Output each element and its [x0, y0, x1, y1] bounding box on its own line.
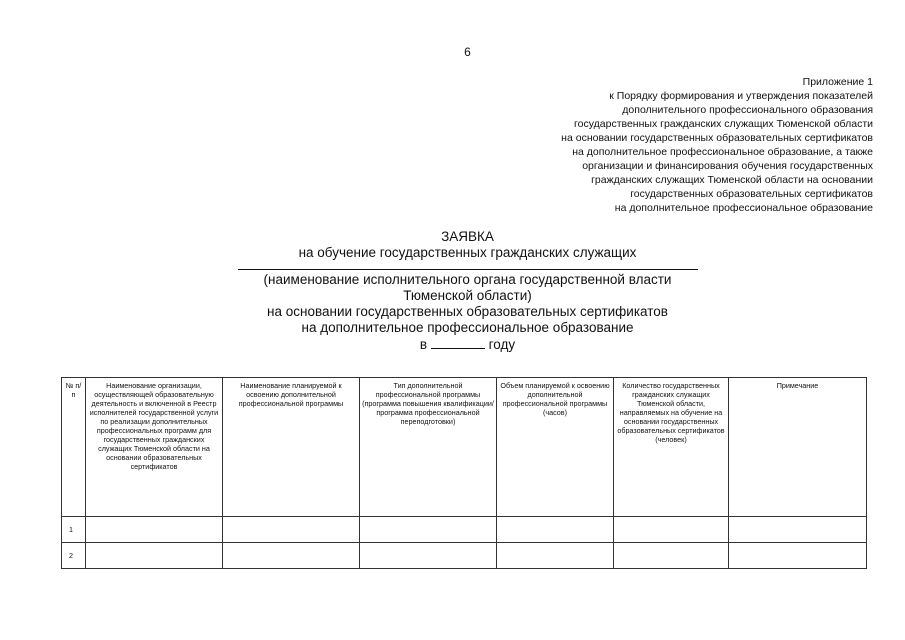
col-header-number: № п/п: [62, 378, 86, 517]
col-header-organization: Наименование организации, осуществляющей образовательную деятельность и включенной в Реестр исполнителей государственной услуги по реализации дополнительных профессиональных программ для государственных гражданских служащих Тюменской области на основании образовательных сертификатов: [86, 378, 223, 517]
table-cell[interactable]: [614, 517, 729, 543]
organ-name-caption: Тюменской области): [403, 288, 532, 303]
appendix-line: государственных гражданских служащих Тюменской области: [574, 118, 873, 130]
table-cell[interactable]: [729, 517, 867, 543]
table-cell[interactable]: [497, 517, 614, 543]
appendix-line: гражданских служащих Тюменской области на основании: [591, 174, 873, 186]
document-heading: ЗАЯВКА: [441, 229, 494, 244]
year-fill-blank[interactable]: [431, 336, 485, 349]
table-cell[interactable]: [729, 543, 867, 569]
document-subtitle: на обучение государственных гражданских служащих: [298, 245, 637, 260]
table-cell[interactable]: [360, 517, 497, 543]
year-suffix: году: [488, 337, 516, 352]
appendix-line: организации и финансирования обучения государственных: [582, 160, 873, 172]
col-header-program-type: Тип дополнительной профессиональной программы (программа повышения квалификации/программа профессиональной переподготовки): [360, 378, 497, 517]
year-line: [0, 336, 905, 353]
col-header-program-volume: Объем планируемой к освоению дополнительной профессиональной программы (часов): [497, 378, 614, 517]
appendix-line: Приложение 1: [802, 76, 873, 88]
table-cell[interactable]: [360, 543, 497, 569]
appendix-line: на основании государственных образовательных сертификатов: [561, 132, 873, 144]
table-cell[interactable]: [86, 543, 223, 569]
appendix-note: [561, 75, 873, 215]
col-header-program-name: Наименование планируемой к освоению дополнительной профессиональной программы: [223, 378, 360, 517]
table-cell[interactable]: [86, 517, 223, 543]
basis-line: на дополнительное профессиональное образование: [301, 320, 634, 335]
table-row: [62, 543, 867, 569]
row-number: 1: [62, 517, 86, 543]
appendix-line: к Порядку формирования и утверждения показателей: [609, 90, 873, 102]
organ-name-fill-line[interactable]: [238, 269, 698, 270]
basis-line: на основании государственных образовательных сертификатов: [267, 304, 668, 319]
appendix-line: на дополнительное профессиональное образование: [614, 202, 873, 214]
organ-name-caption: (наименование исполнительного органа государственной власти: [263, 272, 672, 287]
appendix-line: дополнительного профессионального образования: [622, 104, 873, 116]
request-table: [61, 377, 867, 569]
table-cell[interactable]: [614, 543, 729, 569]
col-header-notes: Примечание: [729, 378, 867, 517]
table-header-row: [62, 378, 867, 517]
row-number: 2: [62, 543, 86, 569]
request-title-block: [0, 229, 905, 353]
appendix-line: на дополнительное профессиональное образование, а также: [572, 146, 873, 158]
table-cell[interactable]: [223, 517, 360, 543]
table-cell[interactable]: [223, 543, 360, 569]
page-number: 6: [464, 45, 471, 59]
appendix-line: государственных образовательных сертификатов: [630, 188, 873, 200]
table-cell[interactable]: [497, 543, 614, 569]
table-row: [62, 517, 867, 543]
col-header-employee-count: Количество государственных гражданских служащих Тюменской области, направляемых на обучение на основании государственных образовательных сертификатов (человек): [614, 378, 729, 517]
year-prefix: в: [419, 337, 428, 352]
